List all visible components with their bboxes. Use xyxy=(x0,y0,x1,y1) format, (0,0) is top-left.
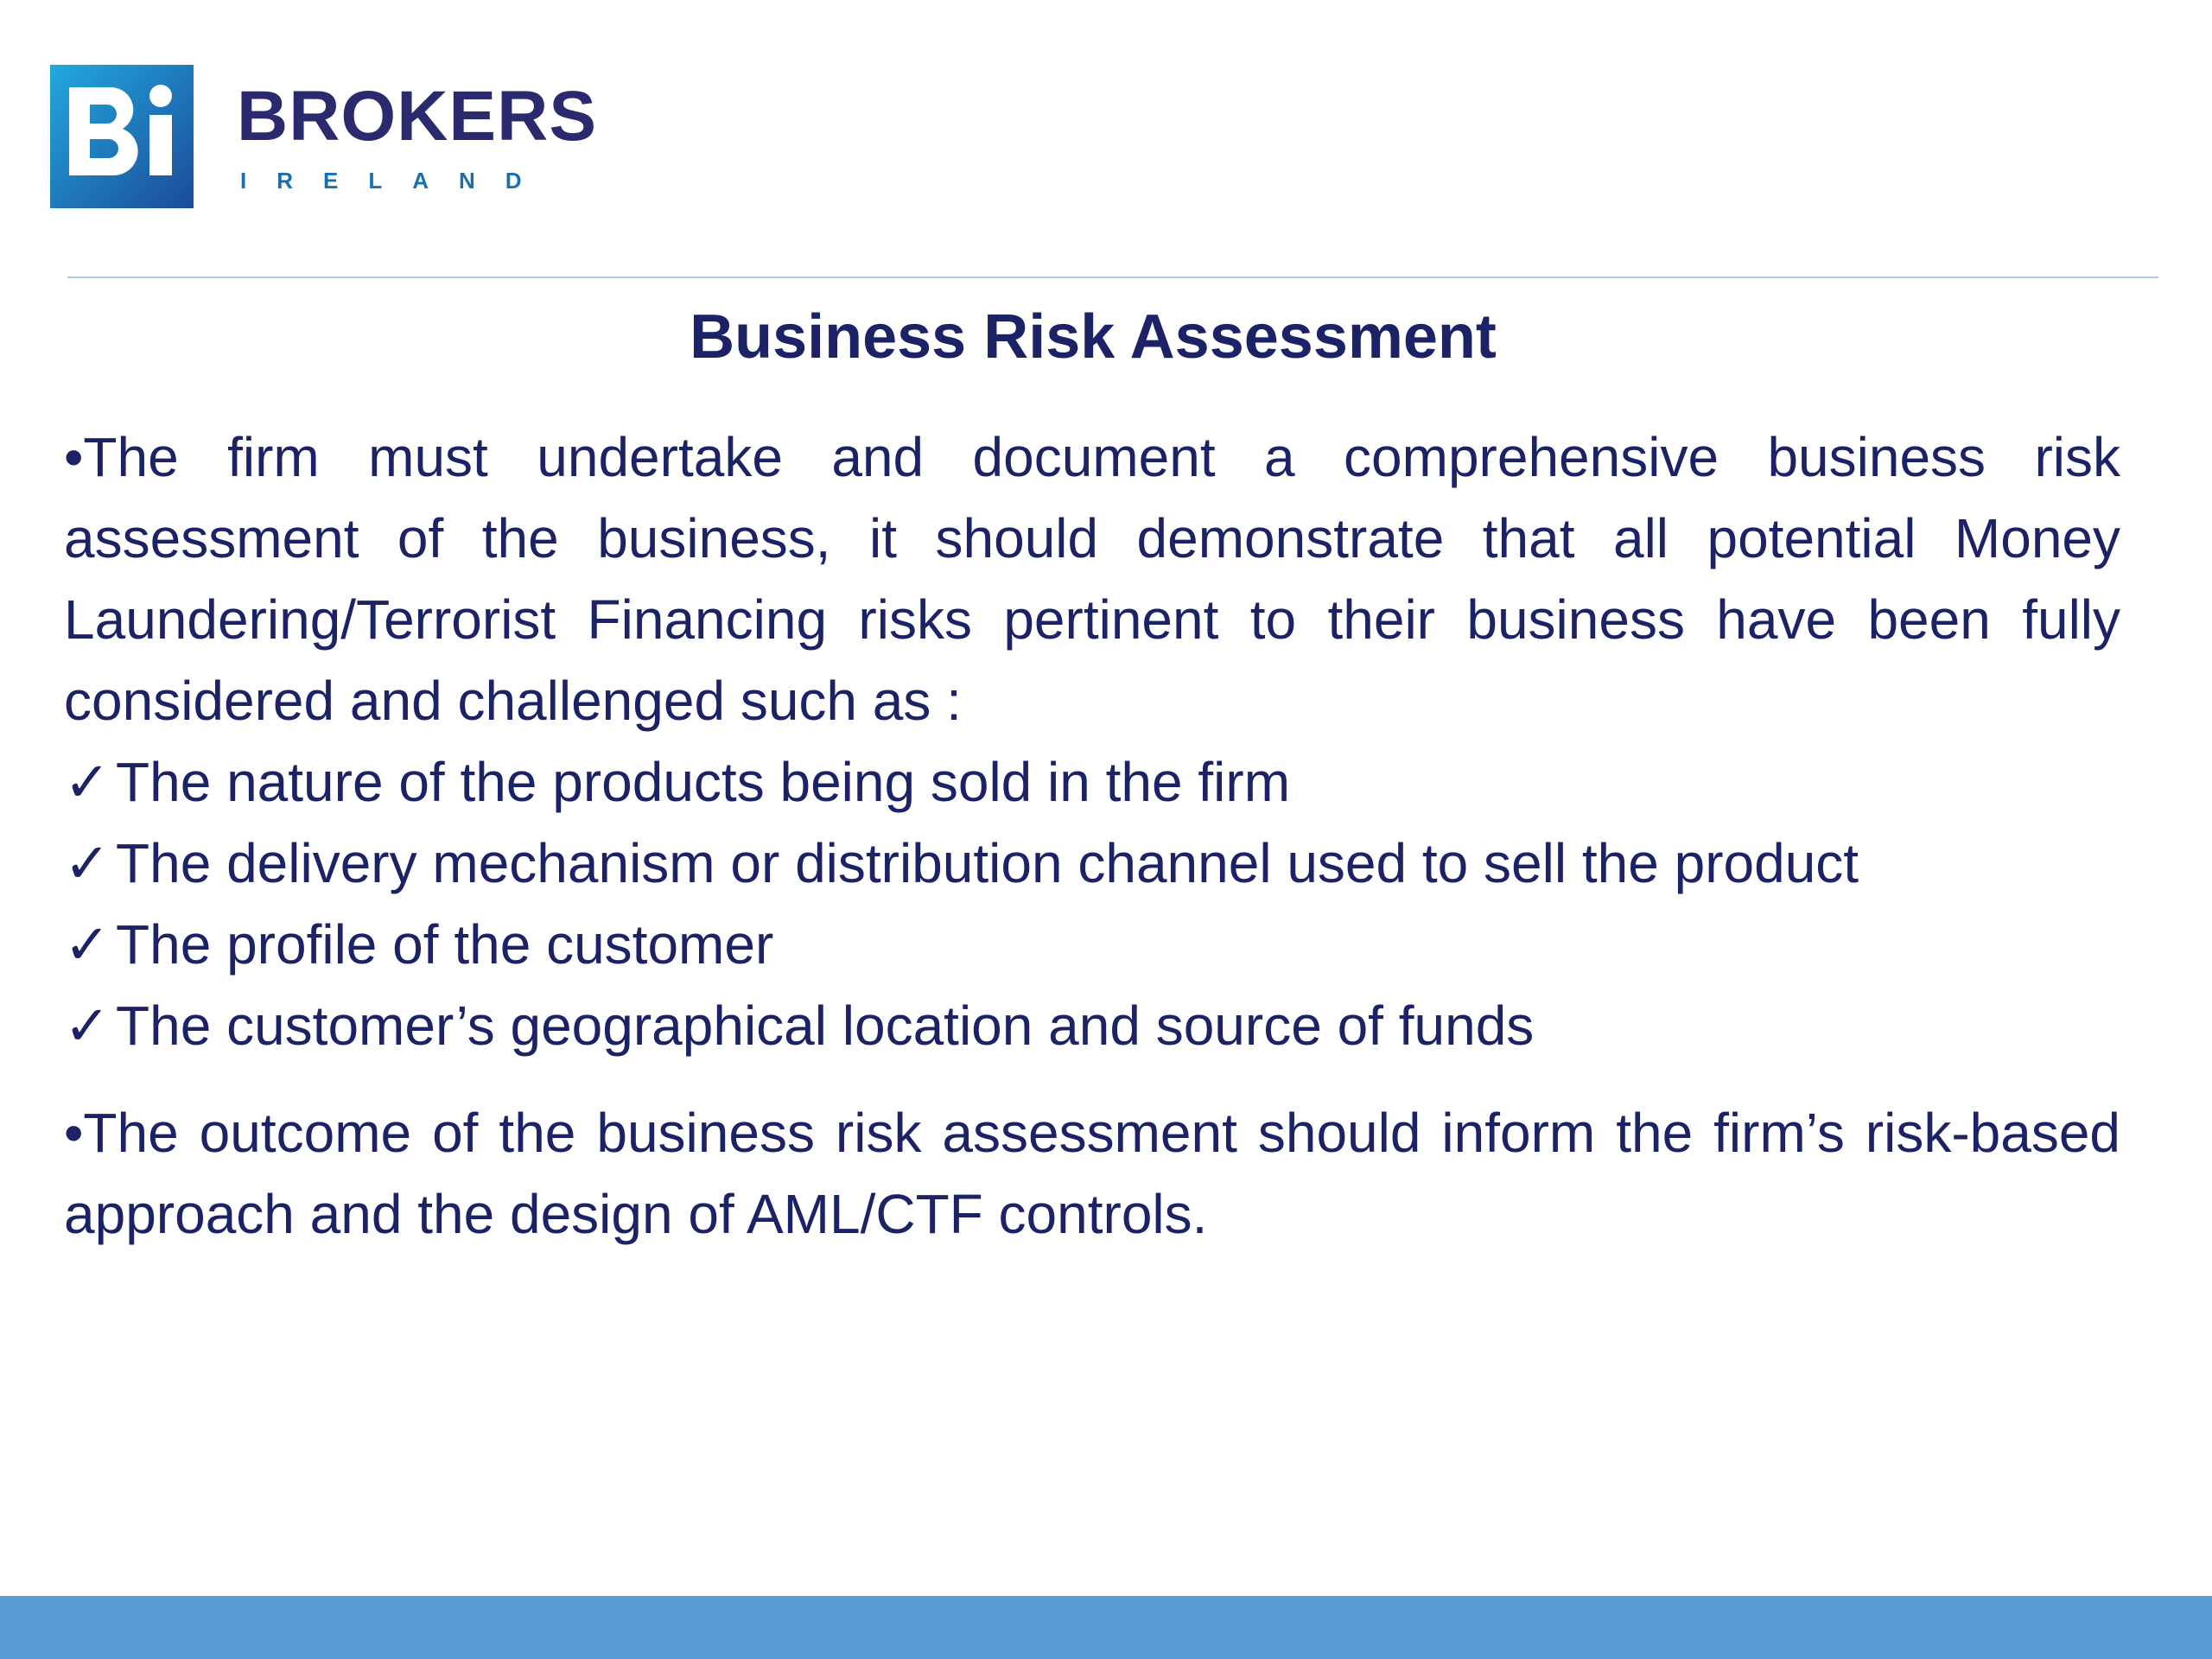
header-divider xyxy=(67,276,2158,278)
list-item xyxy=(64,741,2120,823)
brokers-ireland-logo xyxy=(50,64,597,209)
logo-wordmark xyxy=(237,77,598,194)
list-item-text: The customer’s geographical location and source of funds xyxy=(116,995,1535,1057)
logo-subtitle-text: IRELAND xyxy=(240,168,552,194)
intro-paragraph: •The firm must undertake and document a comprehensive business risk assessment of the business, it should demonstrate that all potential Money Laundering/Terrorist Financing risks pertinent to their business have been fully considered and challenged such as : xyxy=(64,426,2120,732)
bi-logo-icon xyxy=(50,65,194,208)
logo-brand-text: BROKERS xyxy=(237,77,598,156)
list-item-text: The delivery mechanism or distribution channel used to sell the product xyxy=(116,832,1859,894)
risk-factor-checklist xyxy=(64,741,2120,1066)
slide-body xyxy=(64,416,2120,1255)
list-item xyxy=(64,823,2120,904)
checkmark-icon: ✓ xyxy=(64,995,111,1057)
list-item xyxy=(64,985,2120,1066)
checkmark-icon: ✓ xyxy=(64,751,111,813)
footer-band xyxy=(0,1596,2212,1659)
list-item-text: The profile of the customer xyxy=(116,913,774,976)
checkmark-icon: ✓ xyxy=(64,832,111,894)
list-item xyxy=(64,904,2120,985)
slide-title: Business Risk Assessment xyxy=(690,302,1497,372)
list-item-text: The nature of the products being sold in the firm xyxy=(116,751,1290,813)
checkmark-icon: ✓ xyxy=(64,913,111,976)
outcome-paragraph: •The outcome of the business risk assessment should inform the firm’s risk-based approach and the design of AML/CTF controls. xyxy=(64,1102,2120,1245)
